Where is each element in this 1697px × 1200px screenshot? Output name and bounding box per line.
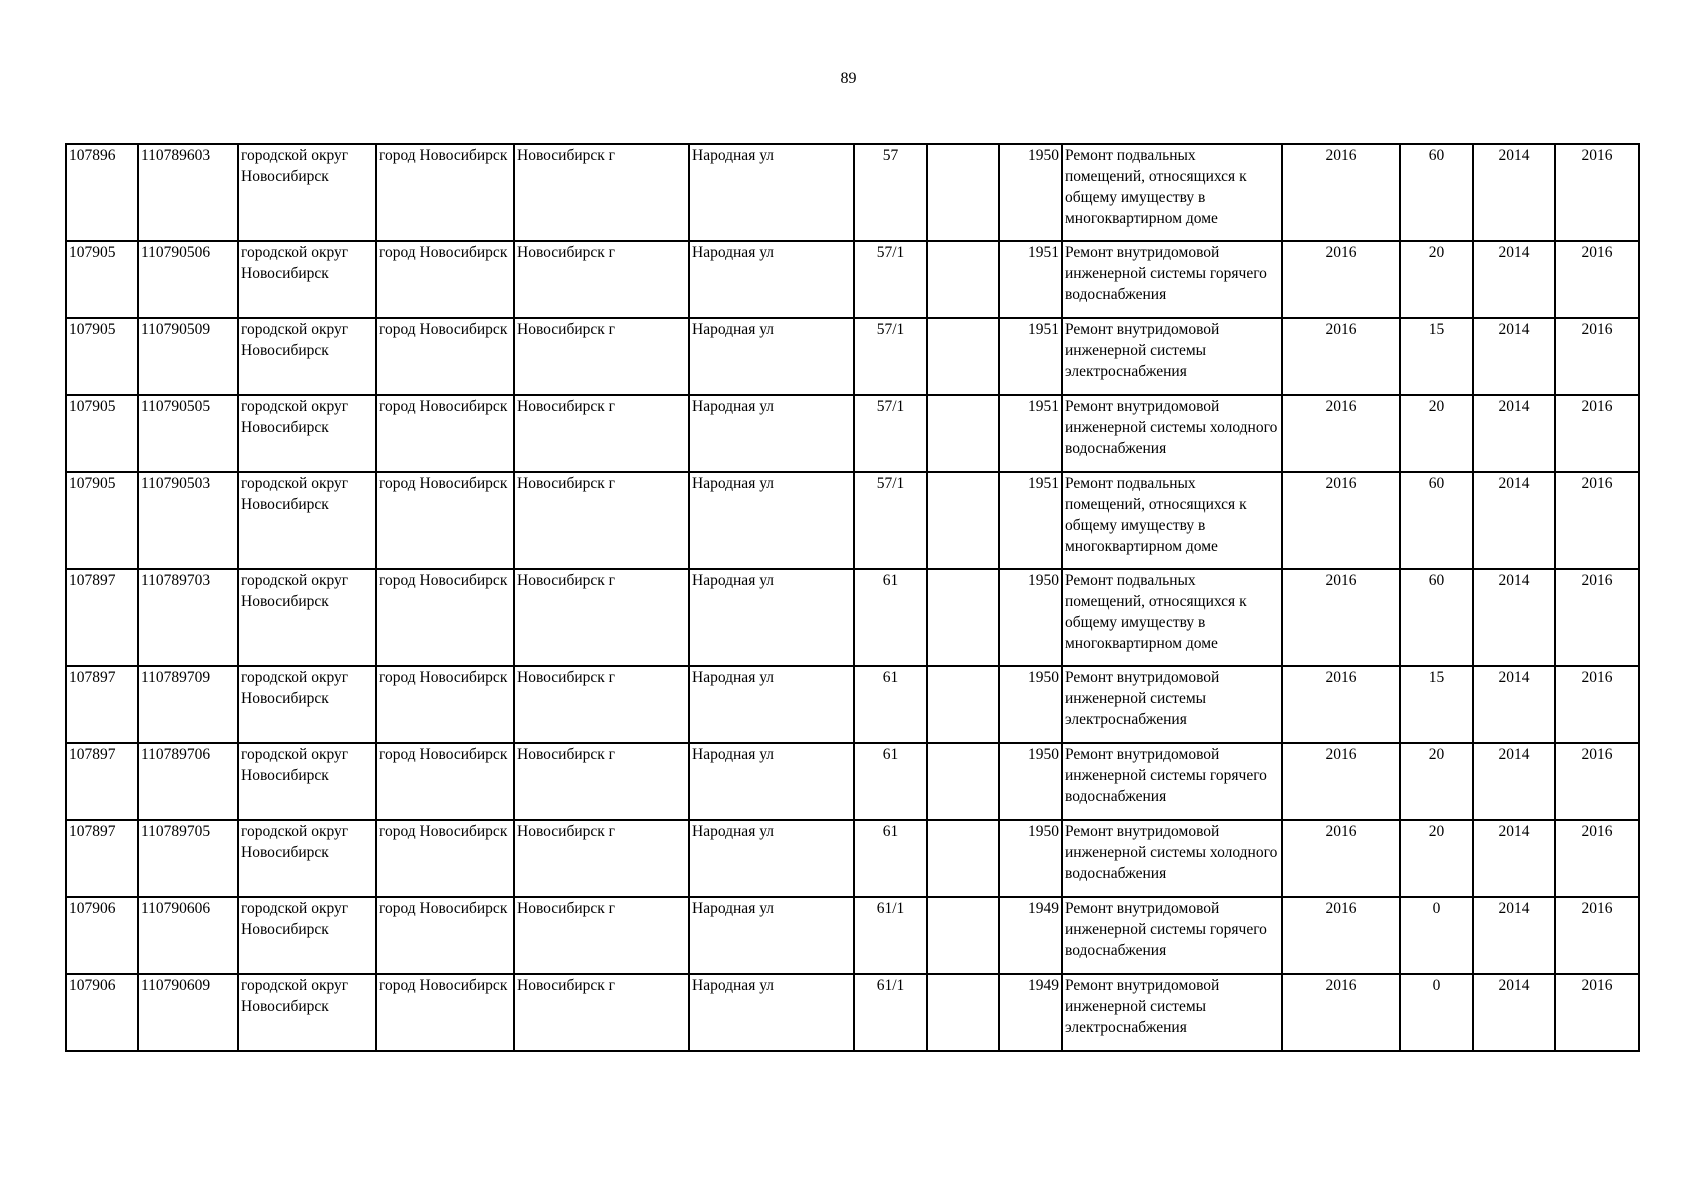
building-cell xyxy=(927,897,999,974)
street-cell: Народная ул xyxy=(689,318,854,395)
table-body xyxy=(66,144,1639,1051)
municipality-cell: городской округ Новосибирск xyxy=(238,395,376,472)
house-number-cell: 61/1 xyxy=(854,897,927,974)
work-type-cell: Ремонт внутридомовой инженерной системы холодного водоснабжения xyxy=(1062,820,1282,897)
plan-year-cell: 2016 xyxy=(1282,318,1400,395)
object-id-cell: 107905 xyxy=(66,472,138,569)
object-id-cell: 107897 xyxy=(66,569,138,666)
settlement-cell: город Новосибирск xyxy=(376,241,514,318)
object-id-cell: 107905 xyxy=(66,395,138,472)
settlement-cell: город Новосибирск xyxy=(376,820,514,897)
period-start-cell: 2014 xyxy=(1473,569,1555,666)
year-built-cell: 1950 xyxy=(999,743,1062,820)
house-number-cell: 61 xyxy=(854,820,927,897)
house-number-cell: 61 xyxy=(854,743,927,820)
capital-repair-table xyxy=(65,143,1640,1052)
period-start-cell: 2014 xyxy=(1473,897,1555,974)
house-number-cell: 61/1 xyxy=(854,974,927,1051)
work-type-cell: Ремонт подвальных помещений, относящихся к общему имуществу в многоквартирном доме xyxy=(1062,144,1282,241)
work-id-cell: 110790609 xyxy=(138,974,238,1051)
table-row xyxy=(66,318,1639,395)
work-type-cell: Ремонт внутридомовой инженерной системы электроснабжения xyxy=(1062,318,1282,395)
object-id-cell: 107906 xyxy=(66,897,138,974)
settlement-cell: город Новосибирск xyxy=(376,897,514,974)
settlement-cell: город Новосибирск xyxy=(376,974,514,1051)
table-row xyxy=(66,974,1639,1051)
period-start-cell: 2014 xyxy=(1473,144,1555,241)
work-type-cell: Ремонт внутридомовой инженерной системы горячего водоснабжения xyxy=(1062,897,1282,974)
period-end-cell: 2016 xyxy=(1555,241,1639,318)
municipality-cell: городской округ Новосибирск xyxy=(238,569,376,666)
settlement-cell: город Новосибирск xyxy=(376,472,514,569)
street-cell: Народная ул xyxy=(689,395,854,472)
object-id-cell: 107897 xyxy=(66,743,138,820)
street-cell: Народная ул xyxy=(689,666,854,743)
locality-cell: Новосибирск г xyxy=(514,666,689,743)
work-id-cell: 110790509 xyxy=(138,318,238,395)
locality-cell: Новосибирск г xyxy=(514,974,689,1051)
locality-cell: Новосибирск г xyxy=(514,241,689,318)
locality-cell: Новосибирск г xyxy=(514,897,689,974)
table-row xyxy=(66,666,1639,743)
municipality-cell: городской округ Новосибирск xyxy=(238,897,376,974)
work-type-cell: Ремонт внутридомовой инженерной системы холодного водоснабжения xyxy=(1062,395,1282,472)
settlement-cell: город Новосибирск xyxy=(376,318,514,395)
period-end-cell: 2016 xyxy=(1555,395,1639,472)
work-type-cell: Ремонт внутридомовой инженерной системы горячего водоснабжения xyxy=(1062,743,1282,820)
object-id-cell: 107897 xyxy=(66,820,138,897)
year-built-cell: 1950 xyxy=(999,569,1062,666)
period-start-cell: 2014 xyxy=(1473,666,1555,743)
object-id-cell: 107905 xyxy=(66,241,138,318)
work-type-cell: Ремонт внутридомовой инженерной системы электроснабжения xyxy=(1062,666,1282,743)
period-start-cell: 2014 xyxy=(1473,472,1555,569)
plan-year-cell: 2016 xyxy=(1282,569,1400,666)
building-cell xyxy=(927,395,999,472)
house-number-cell: 57 xyxy=(854,144,927,241)
table-row xyxy=(66,472,1639,569)
plan-year-cell: 2016 xyxy=(1282,743,1400,820)
locality-cell: Новосибирск г xyxy=(514,318,689,395)
municipality-cell: городской округ Новосибирск xyxy=(238,974,376,1051)
period-end-cell: 2016 xyxy=(1555,743,1639,820)
street-cell: Народная ул xyxy=(689,241,854,318)
wear-percent-cell: 60 xyxy=(1400,144,1473,241)
street-cell: Народная ул xyxy=(689,974,854,1051)
table-row xyxy=(66,144,1639,241)
period-end-cell: 2016 xyxy=(1555,897,1639,974)
building-cell xyxy=(927,569,999,666)
period-end-cell: 2016 xyxy=(1555,974,1639,1051)
work-type-cell: Ремонт подвальных помещений, относящихся к общему имуществу в многоквартирном доме xyxy=(1062,472,1282,569)
street-cell: Народная ул xyxy=(689,472,854,569)
locality-cell: Новосибирск г xyxy=(514,820,689,897)
year-built-cell: 1951 xyxy=(999,472,1062,569)
year-built-cell: 1949 xyxy=(999,974,1062,1051)
municipality-cell: городской округ Новосибирск xyxy=(238,144,376,241)
wear-percent-cell: 20 xyxy=(1400,820,1473,897)
period-end-cell: 2016 xyxy=(1555,666,1639,743)
municipality-cell: городской округ Новосибирск xyxy=(238,241,376,318)
street-cell: Народная ул xyxy=(689,897,854,974)
plan-year-cell: 2016 xyxy=(1282,820,1400,897)
table-row xyxy=(66,395,1639,472)
building-cell xyxy=(927,318,999,395)
plan-year-cell: 2016 xyxy=(1282,974,1400,1051)
locality-cell: Новосибирск г xyxy=(514,472,689,569)
period-start-cell: 2014 xyxy=(1473,241,1555,318)
municipality-cell: городской округ Новосибирск xyxy=(238,472,376,569)
wear-percent-cell: 0 xyxy=(1400,897,1473,974)
work-id-cell: 110789603 xyxy=(138,144,238,241)
plan-year-cell: 2016 xyxy=(1282,144,1400,241)
locality-cell: Новосибирск г xyxy=(514,743,689,820)
plan-year-cell: 2016 xyxy=(1282,666,1400,743)
street-cell: Народная ул xyxy=(689,144,854,241)
table-row xyxy=(66,820,1639,897)
period-end-cell: 2016 xyxy=(1555,472,1639,569)
plan-year-cell: 2016 xyxy=(1282,241,1400,318)
municipality-cell: городской округ Новосибирск xyxy=(238,666,376,743)
wear-percent-cell: 20 xyxy=(1400,743,1473,820)
building-cell xyxy=(927,666,999,743)
period-start-cell: 2014 xyxy=(1473,395,1555,472)
building-cell xyxy=(927,472,999,569)
work-id-cell: 110789703 xyxy=(138,569,238,666)
object-id-cell: 107905 xyxy=(66,318,138,395)
house-number-cell: 57/1 xyxy=(854,395,927,472)
settlement-cell: город Новосибирск xyxy=(376,743,514,820)
work-type-cell: Ремонт внутридомовой инженерной системы горячего водоснабжения xyxy=(1062,241,1282,318)
plan-year-cell: 2016 xyxy=(1282,395,1400,472)
wear-percent-cell: 60 xyxy=(1400,472,1473,569)
work-id-cell: 110790506 xyxy=(138,241,238,318)
year-built-cell: 1951 xyxy=(999,395,1062,472)
period-start-cell: 2014 xyxy=(1473,974,1555,1051)
year-built-cell: 1950 xyxy=(999,666,1062,743)
year-built-cell: 1951 xyxy=(999,241,1062,318)
wear-percent-cell: 15 xyxy=(1400,666,1473,743)
settlement-cell: город Новосибирск xyxy=(376,395,514,472)
work-id-cell: 110790606 xyxy=(138,897,238,974)
year-built-cell: 1950 xyxy=(999,144,1062,241)
page-number: 89 xyxy=(840,70,857,87)
locality-cell: Новосибирск г xyxy=(514,569,689,666)
building-cell xyxy=(927,820,999,897)
table-row xyxy=(66,241,1639,318)
plan-year-cell: 2016 xyxy=(1282,472,1400,569)
building-cell xyxy=(927,241,999,318)
building-cell xyxy=(927,743,999,820)
municipality-cell: городской округ Новосибирск xyxy=(238,743,376,820)
house-number-cell: 61 xyxy=(854,666,927,743)
work-type-cell: Ремонт внутридомовой инженерной системы электроснабжения xyxy=(1062,974,1282,1051)
settlement-cell: город Новосибирск xyxy=(376,666,514,743)
settlement-cell: город Новосибирск xyxy=(376,144,514,241)
year-built-cell: 1949 xyxy=(999,897,1062,974)
object-id-cell: 107906 xyxy=(66,974,138,1051)
work-id-cell: 110790503 xyxy=(138,472,238,569)
period-start-cell: 2014 xyxy=(1473,820,1555,897)
house-number-cell: 57/1 xyxy=(854,472,927,569)
house-number-cell: 57/1 xyxy=(854,241,927,318)
wear-percent-cell: 15 xyxy=(1400,318,1473,395)
building-cell xyxy=(927,974,999,1051)
settlement-cell: город Новосибирск xyxy=(376,569,514,666)
period-start-cell: 2014 xyxy=(1473,743,1555,820)
period-end-cell: 2016 xyxy=(1555,569,1639,666)
house-number-cell: 61 xyxy=(854,569,927,666)
plan-year-cell: 2016 xyxy=(1282,897,1400,974)
work-id-cell: 110790505 xyxy=(138,395,238,472)
work-type-cell: Ремонт подвальных помещений, относящихся к общему имуществу в многоквартирном доме xyxy=(1062,569,1282,666)
object-id-cell: 107896 xyxy=(66,144,138,241)
work-id-cell: 110789706 xyxy=(138,743,238,820)
year-built-cell: 1950 xyxy=(999,820,1062,897)
table-row xyxy=(66,743,1639,820)
house-number-cell: 57/1 xyxy=(854,318,927,395)
period-end-cell: 2016 xyxy=(1555,820,1639,897)
street-cell: Народная ул xyxy=(689,743,854,820)
work-id-cell: 110789705 xyxy=(138,820,238,897)
wear-percent-cell: 20 xyxy=(1400,395,1473,472)
table-row xyxy=(66,569,1639,666)
period-start-cell: 2014 xyxy=(1473,318,1555,395)
locality-cell: Новосибирск г xyxy=(514,144,689,241)
object-id-cell: 107897 xyxy=(66,666,138,743)
year-built-cell: 1951 xyxy=(999,318,1062,395)
wear-percent-cell: 20 xyxy=(1400,241,1473,318)
building-cell xyxy=(927,144,999,241)
locality-cell: Новосибирск г xyxy=(514,395,689,472)
municipality-cell: городской округ Новосибирск xyxy=(238,820,376,897)
table-row xyxy=(66,897,1639,974)
work-id-cell: 110789709 xyxy=(138,666,238,743)
wear-percent-cell: 60 xyxy=(1400,569,1473,666)
period-end-cell: 2016 xyxy=(1555,318,1639,395)
period-end-cell: 2016 xyxy=(1555,144,1639,241)
street-cell: Народная ул xyxy=(689,569,854,666)
municipality-cell: городской округ Новосибирск xyxy=(238,318,376,395)
wear-percent-cell: 0 xyxy=(1400,974,1473,1051)
street-cell: Народная ул xyxy=(689,820,854,897)
